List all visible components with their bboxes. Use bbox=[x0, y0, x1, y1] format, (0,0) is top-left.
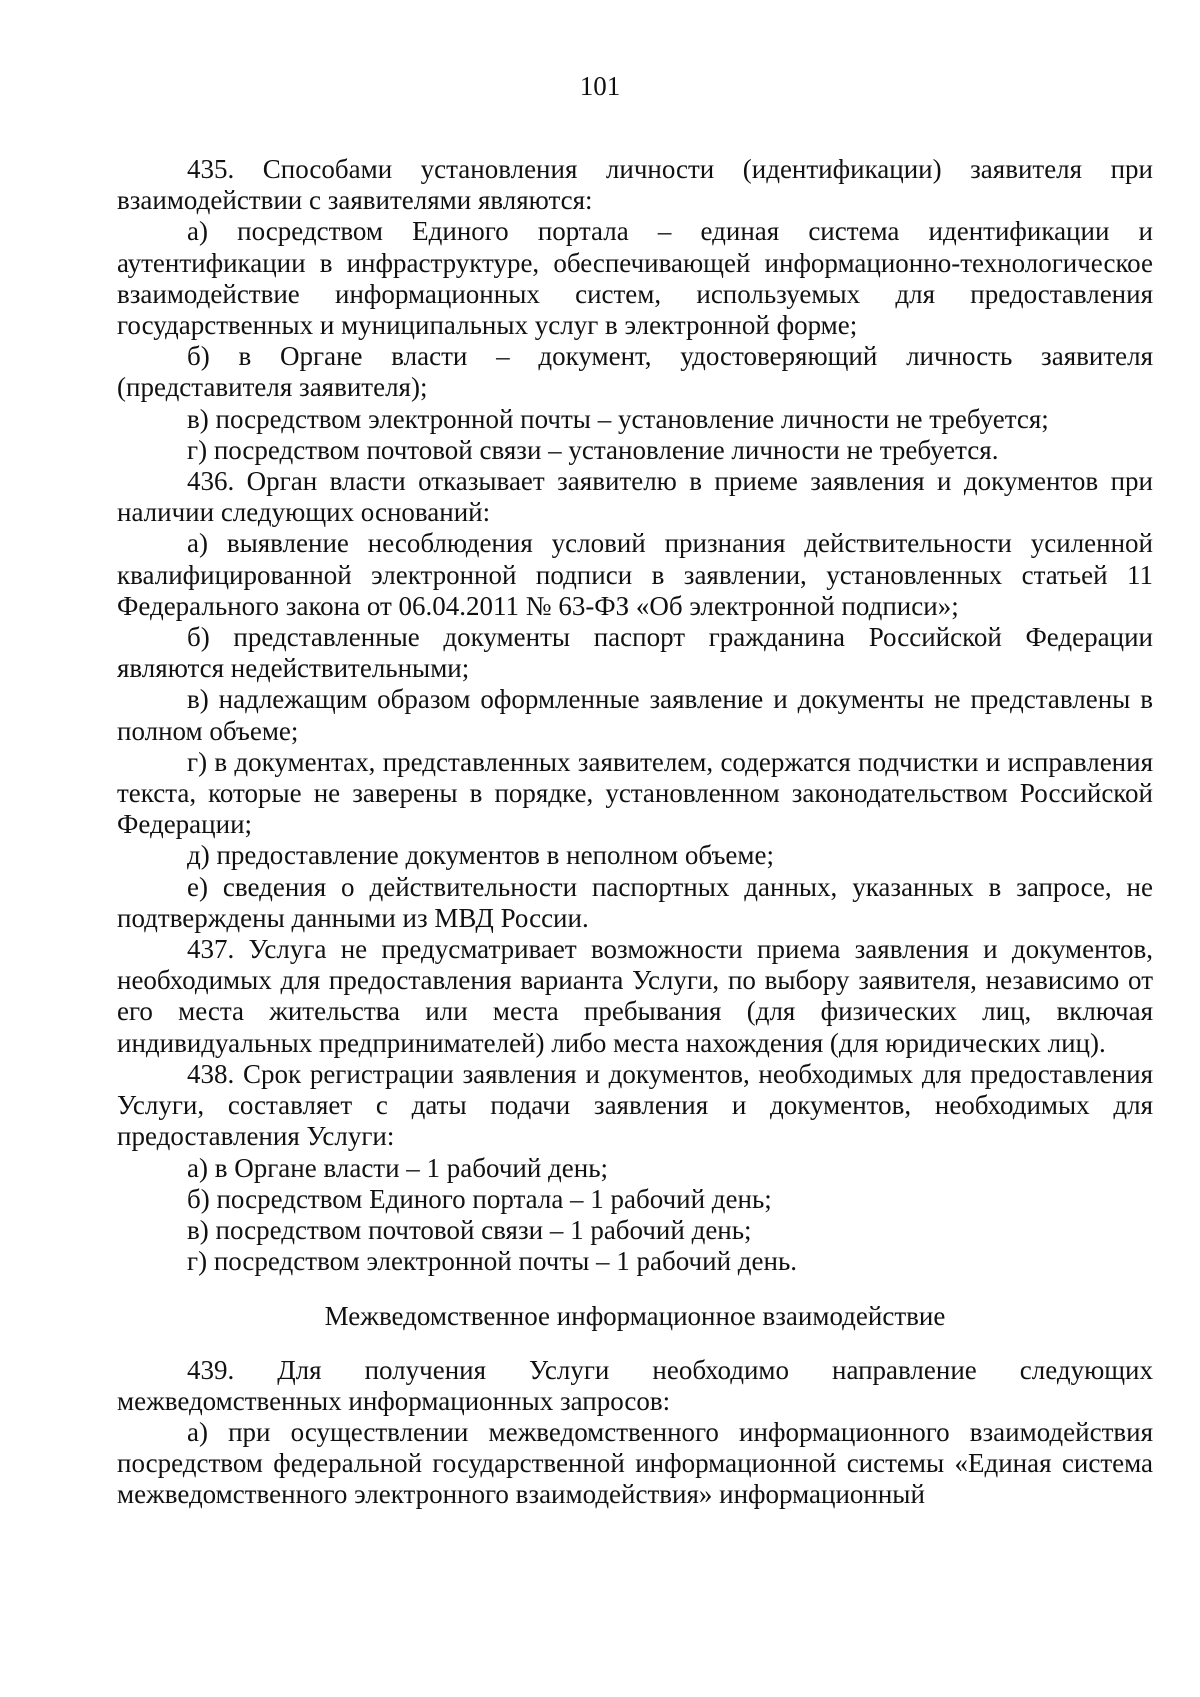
list-item-436-a: а) выявление несоблюдения условий признания действительности усиленной квалифицированной электронной подписи в заявлении, установленных статьей 11 Федерального закона от 06.04.2011 № 63-ФЗ «Об электронной подписи»; bbox=[117, 528, 1153, 621]
paragraph-439: 439. Для получения Услуги необходимо направление следующих межведомственных информационных запросов: bbox=[117, 1354, 1153, 1416]
list-item-435-v: в) посредством электронной почты – установление личности не требуется; bbox=[187, 403, 1049, 434]
paragraph-435: 435. Способами установления личности (идентификации) заявителя при взаимодействии с заявителями являются: bbox=[117, 154, 1153, 216]
list-item-435-b: б) в Органе власти – документ, удостоверяющий личность заявителя (представителя заявителя); bbox=[117, 341, 1153, 403]
paragraph-437: 437. Услуга не предусматривает возможности приема заявления и документов, необходимых для предоставления варианта Услуги, по выбору заявителя, независимо от его места жительства или места пребывания (для физических лиц, включая индивидуальных предпринимателей) либо места нахождения (для юридических лиц). bbox=[117, 934, 1153, 1058]
list-item-438-a: а) в Органе власти – 1 рабочий день; bbox=[187, 1152, 609, 1183]
list-item-436-g: г) в документах, представленных заявителем, содержатся подчистки и исправления текста, которые не заверены в порядке, установленном законодательством Российской Федерации; bbox=[117, 746, 1153, 840]
list-item-436-e: е) сведения о действительности паспортных данных, указанных в запросе, не подтверждены данными из МВД России. bbox=[117, 871, 1153, 933]
list-item-436-v: в) надлежащим образом оформленные заявление и документы не представлены в полном объеме; bbox=[117, 684, 1153, 746]
list-item-438-v: в) посредством почтовой связи – 1 рабочий день; bbox=[187, 1214, 752, 1245]
paragraph-436: 436. Орган власти отказывает заявителю в приеме заявления и документов при наличии следующих оснований: bbox=[117, 466, 1153, 528]
paragraph-438: 438. Срок регистрации заявления и документов, необходимых для предоставления Услуги, составляет с даты подачи заявления и документов, необходимых для предоставления Услуги: bbox=[117, 1058, 1153, 1152]
page-number: 101 bbox=[579, 71, 621, 101]
section-heading: Межведомственное информационное взаимодействие bbox=[324, 1301, 946, 1332]
list-item-439-a: а) при осуществлении межведомственного информационного взаимодействия посредством федеральной государственной информационной системы «Единая система межведомственного электронного взаимодействия» информационный bbox=[117, 1416, 1153, 1510]
list-item-436-b: б) представленные документы паспорт гражданина Российской Федерации являются недействительными; bbox=[117, 622, 1153, 684]
list-item-435-a: а) посредством Единого портала – единая система идентификации и аутентификации в инфраструктуре, обеспечивающей информационно-технологическое взаимодействие информационных систем, используемых для предоставления государственных и муниципальных услуг в электронной форме; bbox=[117, 216, 1153, 341]
list-item-435-g: г) посредством почтовой связи – установление личности не требуется. bbox=[187, 434, 999, 465]
document-body bbox=[117, 154, 1153, 1511]
list-item-438-g: г) посредством электронной почты – 1 рабочий день. bbox=[187, 1246, 798, 1277]
list-item-438-b: б) посредством Единого портала – 1 рабочий день; bbox=[187, 1183, 772, 1214]
list-item-436-d: д) предоставление документов в неполном объеме; bbox=[187, 840, 774, 871]
